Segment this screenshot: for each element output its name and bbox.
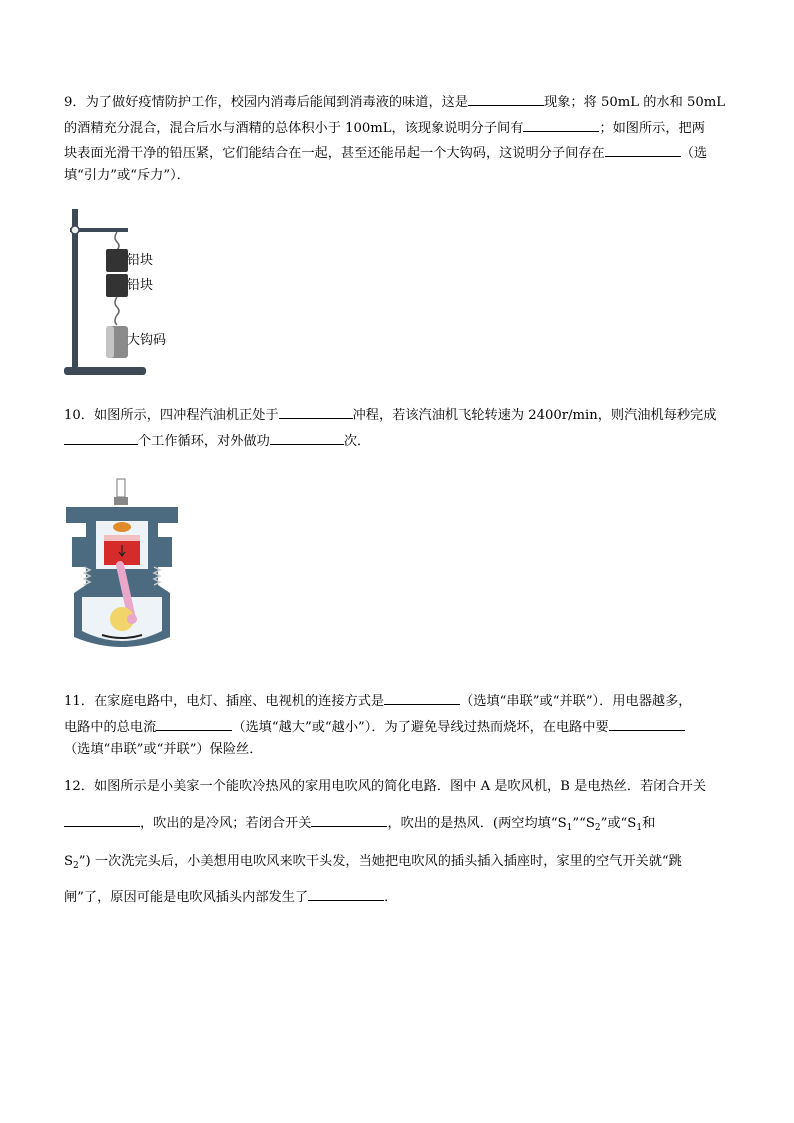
q12-line-1: 12．如图所示是小美家一个能吹冷热风的家用电吹风的简化电路．图中 A 是吹风机，B 是电热丝．若闭合开关 xyxy=(64,779,707,794)
label-weight: 大钩码 xyxy=(127,333,167,348)
q11-line-1: 11．在家庭电路中，电灯、插座、电视机的连接方式是 （选填“串联”或“并联”）．用电器越多， xyxy=(64,690,691,711)
lead-block-2 xyxy=(106,274,128,297)
q9-line-4: 填“引力”或“斥力”）． xyxy=(64,168,190,183)
q10-line-2: 个工作循环，对外做功 次． xyxy=(64,430,370,451)
q9-line-3: 块表面光滑干净的铅压紧，它们能结合在一起，甚至还能吊起一个大钩码，这说明分子间存在 （选 xyxy=(64,142,707,163)
stand-base xyxy=(64,367,146,375)
engine-figure xyxy=(62,475,182,665)
q11-line-2: 电路中的总电流 （选填“越大”或“越小”）．为了避免导线过热而烧坏，在电路中要 xyxy=(64,716,685,737)
hook-icon xyxy=(115,232,119,250)
q9-blank-2[interactable] xyxy=(523,117,599,132)
lead-block-1 xyxy=(106,249,128,272)
q12-blank-2[interactable] xyxy=(311,812,387,827)
q12-line-4: 闸”了，原因可能是电吹风插头内部发生了 ． xyxy=(64,886,397,907)
q11-blank-3[interactable] xyxy=(609,716,685,731)
combustion-icon xyxy=(113,522,131,532)
q9-blank-3[interactable] xyxy=(605,142,681,157)
q9-line-2: 的酒精充分混合，混合后水与酒精的总体积小于 100mL，该现象说明分子间有 ；如图所示，把两 xyxy=(64,117,705,138)
q12-line-2: ，吹出的是冷风；若闭合开关 ，吹出的是热风．(两空均填“$S_1”“S_2$”或“$S_1$和 xyxy=(64,812,655,833)
q10-blank-3[interactable] xyxy=(270,430,344,445)
spark-plug-icon xyxy=(117,479,125,497)
q12-line-3: $S_2$”) 一次洗完头后，小美想用电吹风来吹干头发，当她把电吹风的插头插入插座时，家里的空气开关就“跳 xyxy=(64,854,682,871)
q11-blank-1[interactable] xyxy=(384,690,460,705)
lead-blocks-figure xyxy=(60,205,190,380)
q12-blank-3[interactable] xyxy=(308,886,384,901)
q12-blank-1[interactable] xyxy=(64,812,140,827)
hook-icon xyxy=(115,297,119,325)
q9-blank-1[interactable] xyxy=(468,91,544,106)
label-lead-1: 铅块 xyxy=(127,253,154,268)
q9-line-1: 9．为了做好疫情防护工作，校园内消毒后能闻到消毒液的味道，这是 现象；将 50mL 的水和 50mL xyxy=(64,91,725,112)
q11-blank-2[interactable] xyxy=(156,716,232,731)
clamp-icon xyxy=(71,226,79,234)
q11-line-3: （选填“串联”或“并联”）保险丝． xyxy=(64,742,263,757)
q10-blank-1[interactable] xyxy=(279,404,353,419)
q10-line-1: 10．如图所示，四冲程汽油机正处于 冲程，若该汽油机飞轮转速为 2400r/min，则汽油机每秒完成 xyxy=(64,404,716,425)
label-lead-2: 铅块 xyxy=(127,278,154,293)
q10-blank-2[interactable] xyxy=(64,430,138,445)
